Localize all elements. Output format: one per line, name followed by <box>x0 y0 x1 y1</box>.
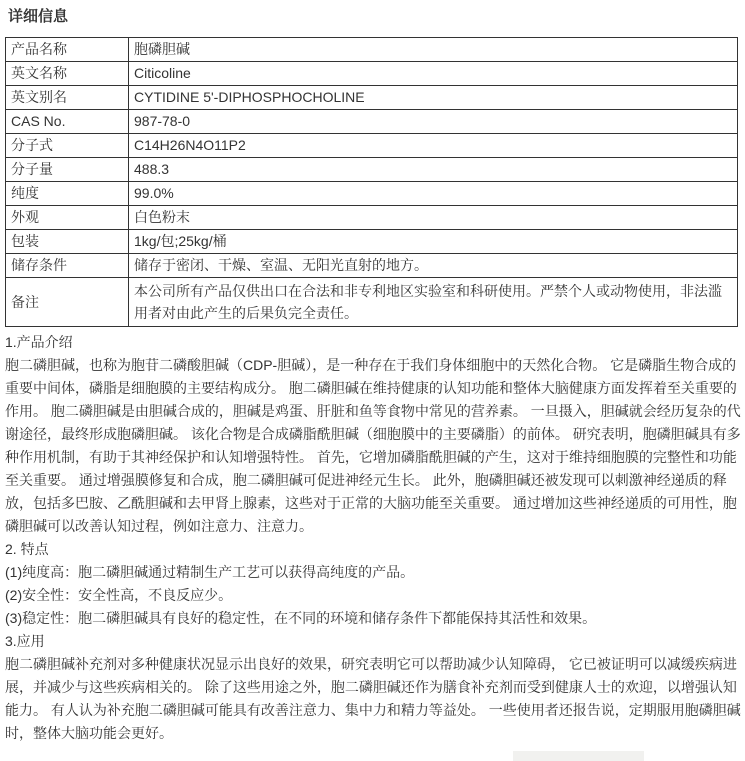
spec-label: 纯度 <box>6 182 129 206</box>
table-row-cas-no <box>6 110 738 134</box>
spec-label: 包装 <box>6 230 129 254</box>
spec-value: 储存于密闭、干燥、室温、无阳光直射的地方。 <box>129 254 738 278</box>
spec-label: 储存条件 <box>6 254 129 278</box>
spec-value: Citicoline <box>129 62 738 86</box>
section-heading-application: 3.应用 <box>5 633 45 649</box>
spec-value: 488.3 <box>129 158 738 182</box>
table-row-molecular-weight <box>6 158 738 182</box>
spec-label: 外观 <box>6 206 129 230</box>
spec-value: 987-78-0 <box>129 110 738 134</box>
application-paragraph: 胞二磷胆碱补充剂对多种健康状况显示出良好的效果，研究表明它可以帮助减少认知障碍， 它已被证明可以减缓疾病进展，并减少与这些疾病相关的。 除了这些用途之外，胞二磷胆碱还作为膳食补充剂而受到健康人士的欢迎，以增强认知能力。 有人认为补充胞二磷胆碱可能具有改善注意力、集中力和精力等益处。 一些使用者还报告说，定期服用胞磷胆碱时，整体大脑功能会更好。 <box>5 656 741 741</box>
product-spec-table <box>5 37 738 327</box>
spec-value: 本公司所有产品仅供出口在合法和非专利地区实验室和科研使用。严禁个人或动物使用，非法滥用者对由此产生的后果负完全责任。 <box>129 278 738 327</box>
table-row-remark <box>6 278 738 327</box>
spec-label: 备注 <box>6 278 129 327</box>
table-row-purity <box>6 182 738 206</box>
section-heading-features: 2. 特点 <box>5 541 49 557</box>
partial-button[interactable] <box>513 751 644 761</box>
description-content <box>5 331 741 745</box>
table-row-storage <box>6 254 738 278</box>
product-detail-page <box>0 9 745 745</box>
spec-label: 英文名称 <box>6 62 129 86</box>
spec-label: 英文别名 <box>6 86 129 110</box>
spec-label: 分子量 <box>6 158 129 182</box>
spec-value: 1kg/包;25kg/桶 <box>129 230 738 254</box>
spec-value: CYTIDINE 5'-DIPHOSPHOCHOLINE <box>129 86 738 110</box>
table-row-english-name <box>6 62 738 86</box>
spec-value: C14H26N4O11P2 <box>129 134 738 158</box>
table-row-english-alias <box>6 86 738 110</box>
spec-label: CAS No. <box>6 110 129 134</box>
feature-item-stability: (3)稳定性：胞二磷胆碱具有良好的稳定性，在不同的环境和储存条件下都能保持其活性和效果。 <box>5 610 597 626</box>
spec-label: 分子式 <box>6 134 129 158</box>
spec-value: 99.0% <box>129 182 738 206</box>
feature-item-safety: (2)安全性：安全性高，不良反应少。 <box>5 587 233 603</box>
page-title: 详细信息 <box>8 8 69 25</box>
table-row-molecular-formula <box>6 134 738 158</box>
spec-label: 产品名称 <box>6 38 129 62</box>
feature-item-purity: (1)纯度高：胞二磷胆碱通过精制生产工艺可以获得高纯度的产品。 <box>5 564 415 580</box>
spec-value: 白色粉末 <box>129 206 738 230</box>
section-heading-intro: 1.产品介绍 <box>5 334 73 350</box>
table-row-packaging <box>6 230 738 254</box>
table-row-product-name <box>6 38 738 62</box>
table-row-appearance <box>6 206 738 230</box>
spec-value: 胞磷胆碱 <box>129 38 738 62</box>
intro-paragraph: 胞二磷胆碱，也称为胞苷二磷酸胆碱（CDP-胆碱），是一种存在于我们身体细胞中的天然化合物。 它是磷脂生物合成的重要中间体，磷脂是细胞膜的主要结构成分。 胞二磷胆碱在维持健康的认知功能和整体大脑健康方面发挥着至关重要的作用。 胞二磷胆碱是由胆碱合成的，胆碱是鸡蛋、肝脏和鱼等食物中常见的营养素。 一旦摄入，胆碱就会经历复杂的代谢途径，最终形成胞磷胆碱。 该化合物是合成磷脂酰胆碱（细胞膜中的主要磷脂）的前体。 研究表明，胞磷胆碱具有多种作用机制，有助于其神经保护和认知增强特性。 首先，它增加磷脂酰胆碱的产生，这对于维持细胞膜的完整性和功能至关重要。 通过增强膜修复和合成，胞二磷胆碱可促进神经元生长。 此外，胞磷胆碱还被发现可以刺激神经递质的释放，包括多巴胺、乙酰胆碱和去甲肾上腺素，这些对于正常的大脑功能至关重要。 通过增加这些神经递质的可用性，胞磷胆碱可以改善认知过程，例如注意力、注意力。 <box>5 357 741 534</box>
